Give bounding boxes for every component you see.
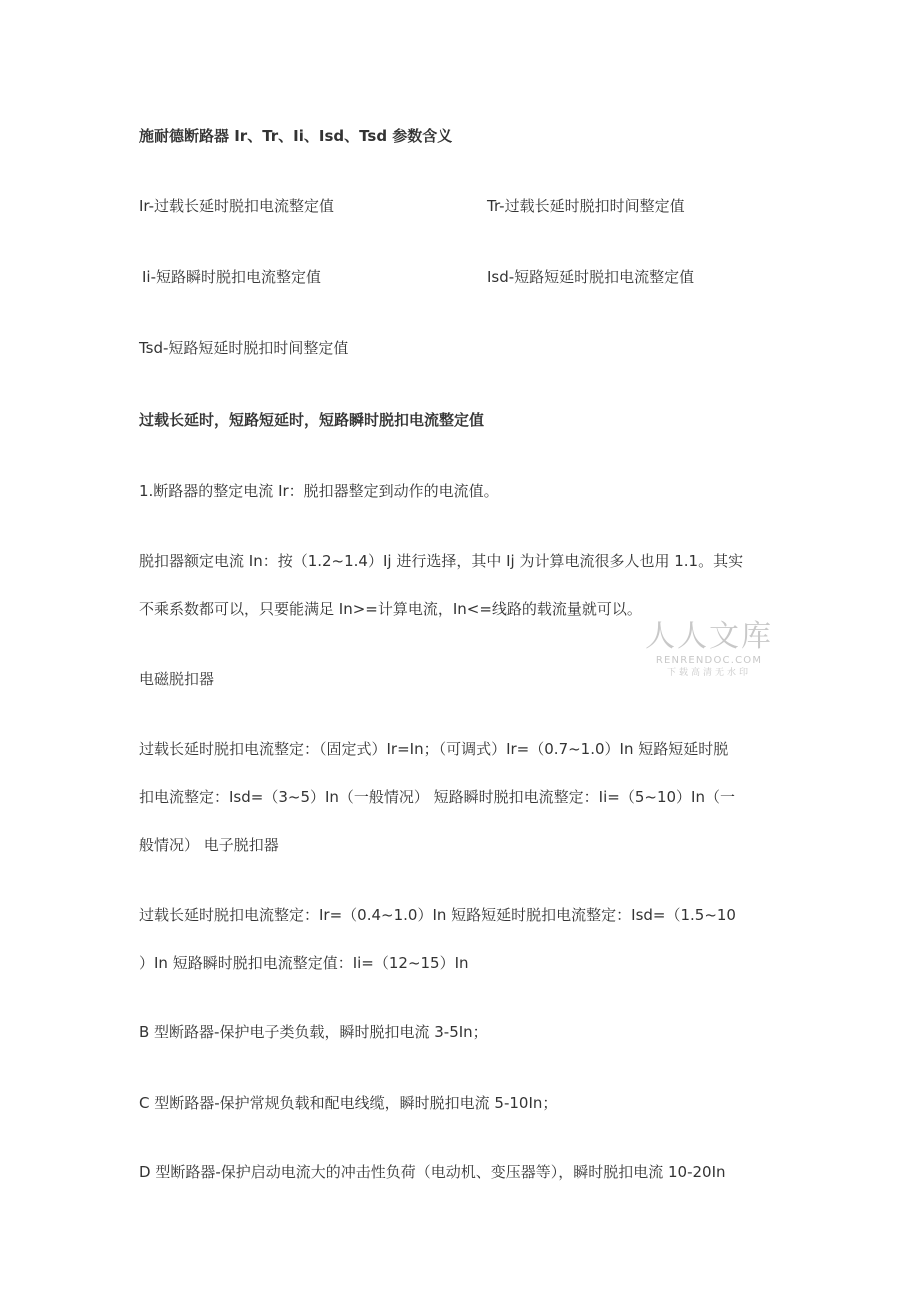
watermark-tagline: 下载高清无水印 <box>666 668 751 678</box>
electronic-line2: ）In 短路瞬时脱扣电流整定值：Ii=（12~15）In <box>139 954 469 972</box>
paragraph-in-line1: 脱扣器额定电流 In：按（1.2~1.4）Ij 进行选择，其中 Ij 为计算电流很多人也用 1.1。其实 <box>139 552 744 570</box>
b-type-breaker: B 型断路器-保护电子类负载，瞬时脱扣电流 3-5In； <box>139 1023 488 1041</box>
definition-tr: Tr-过载长延时脱扣时间整定值 <box>487 197 685 215</box>
electromagnetic-line3: 般情况） 电子脱扣器 <box>139 836 279 854</box>
electromagnetic-line1: 过载长延时脱扣电流整定：（固定式）Ir=In；（可调式）Ir=（0.7~1.0）In 短路短延时脱 <box>139 740 729 758</box>
paragraph-in-line2: 不乘系数都可以，只要能满足 In>=计算电流，In<=线路的载流量就可以。 <box>139 600 642 618</box>
page-title: 施耐德断路器 Ir、Tr、Ii、Isd、Tsd 参数含义 <box>139 127 453 145</box>
watermark-logo <box>644 620 774 680</box>
watermark-title: 人人文库 <box>645 619 773 654</box>
electromagnetic-line2: 扣电流整定：Isd=（3~5）In（一般情况） 短路瞬时脱扣电流整定：Ii=（5~10）In（一 <box>139 788 735 806</box>
d-type-breaker: D 型断路器-保护启动电流大的冲击性负荷（电动机、变压器等），瞬时脱扣电流 10-20In <box>139 1163 726 1181</box>
section-heading: 过载长延时，短路短延时，短路瞬时脱扣电流整定值 <box>139 411 485 429</box>
paragraph-ir-definition: 1.断路器的整定电流 Ir：脱扣器整定到动作的电流值。 <box>139 482 499 500</box>
definition-tsd: Tsd-短路短延时脱扣时间整定值 <box>139 339 349 357</box>
electronic-line1: 过载长延时脱扣电流整定：Ir=（0.4~1.0）In 短路短延时脱扣电流整定：Isd=（1.5~10 <box>139 906 736 924</box>
definition-ir: Ir-过载长延时脱扣电流整定值 <box>139 197 335 215</box>
definition-isd: Isd-短路短延时脱扣电流整定值 <box>487 268 695 286</box>
definition-ii: Ii-短路瞬时脱扣电流整定值 <box>142 268 322 286</box>
c-type-breaker: C 型断路器-保护常规负载和配电线缆，瞬时脱扣电流 5-10In； <box>139 1094 558 1112</box>
watermark-url: RENRENDOC.COM <box>655 655 763 666</box>
electromagnetic-release-label: 电磁脱扣器 <box>139 670 215 688</box>
